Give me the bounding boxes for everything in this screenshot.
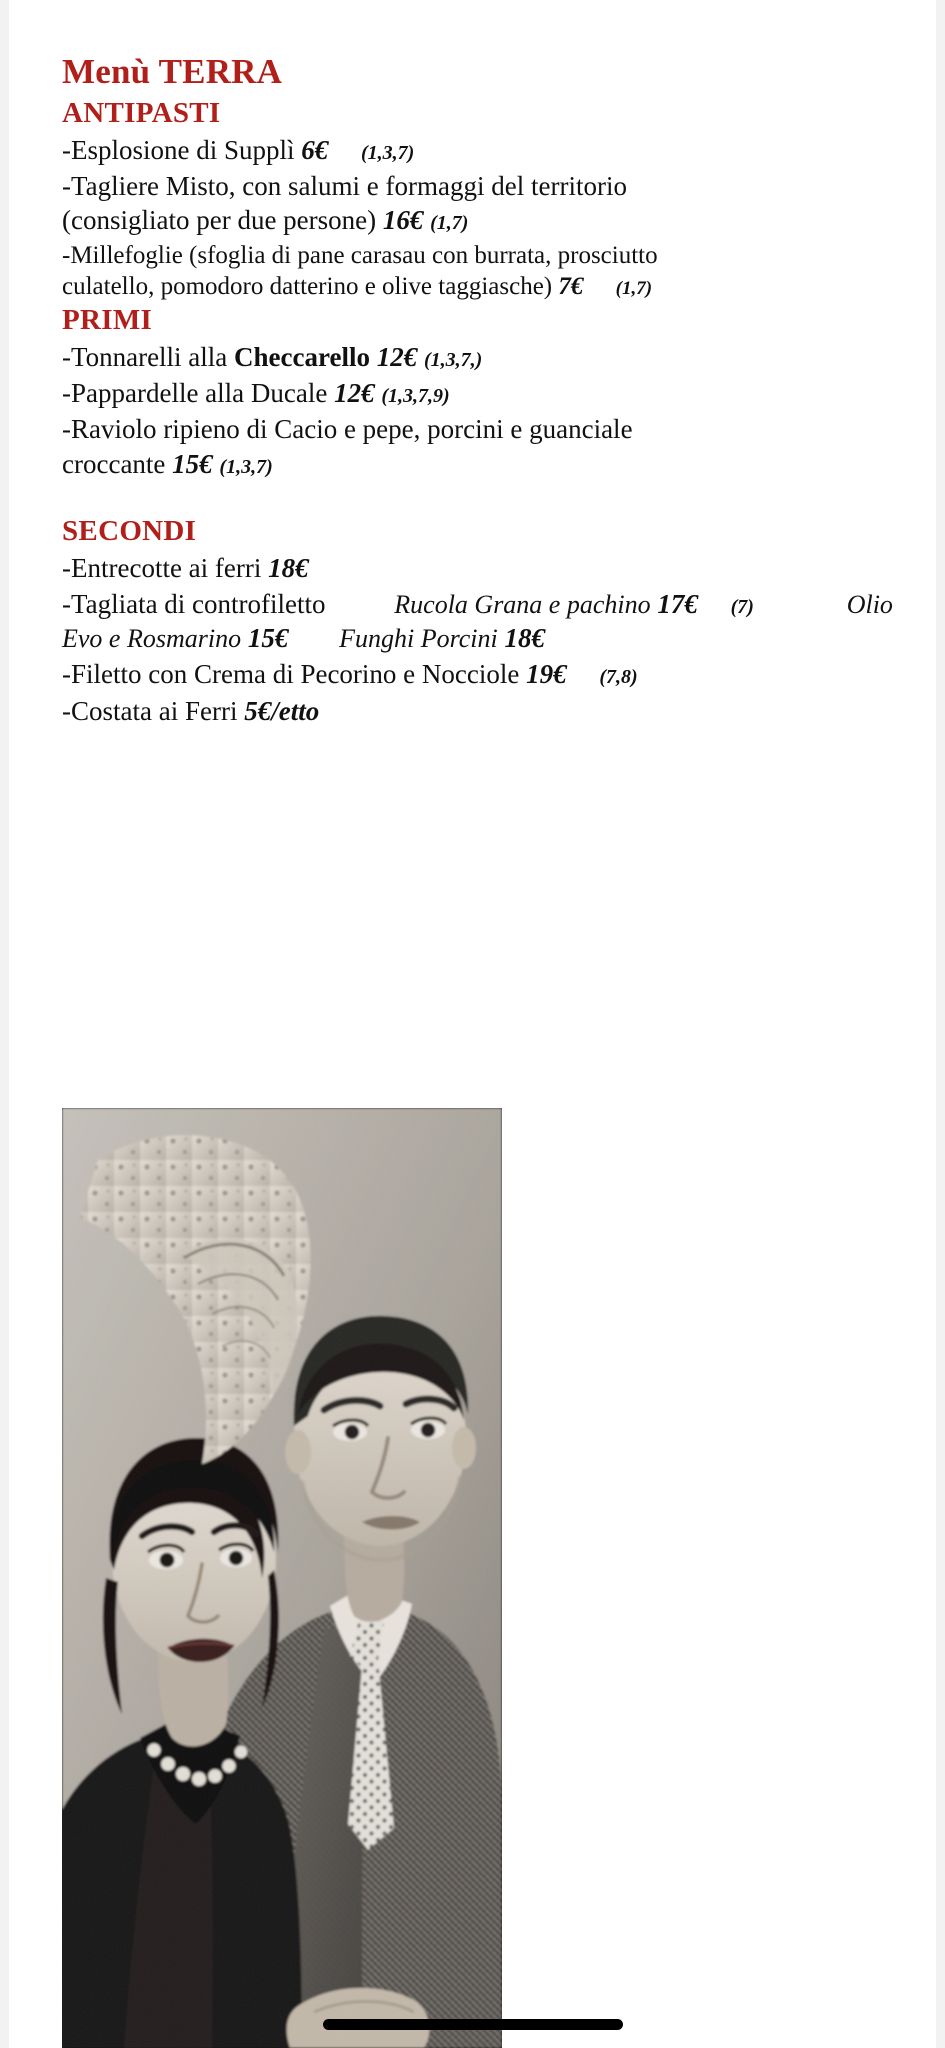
photo-image [62,1108,502,2048]
menu-item [62,694,900,728]
item-price: 15€ [172,448,213,479]
variant-price: 18€ [504,623,545,654]
menu-item [62,412,900,481]
item-allergens: (1,3,7,9) [381,385,450,408]
item-allergens: (1,3,7) [361,141,415,164]
item-name: -Pappardelle alla Ducale [62,378,328,409]
section-heading-antipasti: ANTIPASTI [62,97,221,130]
item-price: 12€ [376,341,418,372]
menu-item [62,657,900,691]
variant-allergens: (7) [730,595,754,618]
item-price: 6€ [301,134,329,165]
item-name: -Raviolo ripieno di Cacio e pepe, porcini e guanciale [62,414,633,445]
home-indicator[interactable] [323,2019,623,2030]
item-note: culatello, pomodoro datterino e olive taggiasche) [62,272,553,300]
item-allergens: (1,3,7,) [424,348,483,371]
item-price: 7€ [558,272,584,300]
menu-content [9,0,936,728]
item-price: 18€ [268,552,309,583]
variant-price: 15€ [247,623,289,654]
item-name: -Esplosione di Supplì [62,134,295,165]
variant-name: Rucola Grana e pachino [394,589,651,619]
item-name: -Tagliere Misto, con salumi e formaggi del territorio [62,171,627,202]
menu-item [62,240,900,303]
item-note: croccante [62,448,166,479]
item-price: 12€ [334,378,375,409]
vintage-photo [62,1108,502,2048]
variant-name: Funghi Porcini [339,624,498,654]
menu-sheet [9,0,936,2048]
item-price: 19€ [526,659,567,690]
page-title: Menù TERRA [62,52,283,91]
right-gutter [936,0,945,2048]
item-note: (consigliato per due persone) [62,205,377,236]
item-name: -Tonnarelli alla [62,341,228,372]
item-allergens: (1,7) [430,212,469,235]
menu-item [62,376,900,410]
section-heading-primi: PRIMI [62,304,153,337]
item-name: -Tagliata di controfiletto [62,588,326,619]
section-heading-secondi: SECONDI [62,514,197,547]
left-gutter [0,0,9,2048]
menu-item [62,133,900,167]
menu-item-tagliata [62,587,900,656]
item-name: -Costata ai Ferri [62,695,238,726]
item-price: 16€ [382,205,424,236]
menu-item [62,169,900,238]
item-allergens: (1,3,7) [219,455,273,478]
variant-price: 17€ [657,588,698,619]
menu-item [62,340,900,374]
item-name-emphasis: Checcarello [234,341,370,372]
item-price: 5€/etto [244,695,320,726]
variant-name: Olio Evo e Rosmarino [62,589,893,654]
menu-item [62,551,900,585]
item-allergens: (7,8) [599,666,638,689]
item-allergens: (1,7) [615,277,653,299]
item-name: -Filetto con Crema di Pecorino e Nocciole [62,659,520,690]
item-name: -Entrecotte ai ferri [62,552,262,583]
item-name: -Millefoglie (sfoglia di pane carasau con burrata, prosciutto [62,241,658,269]
